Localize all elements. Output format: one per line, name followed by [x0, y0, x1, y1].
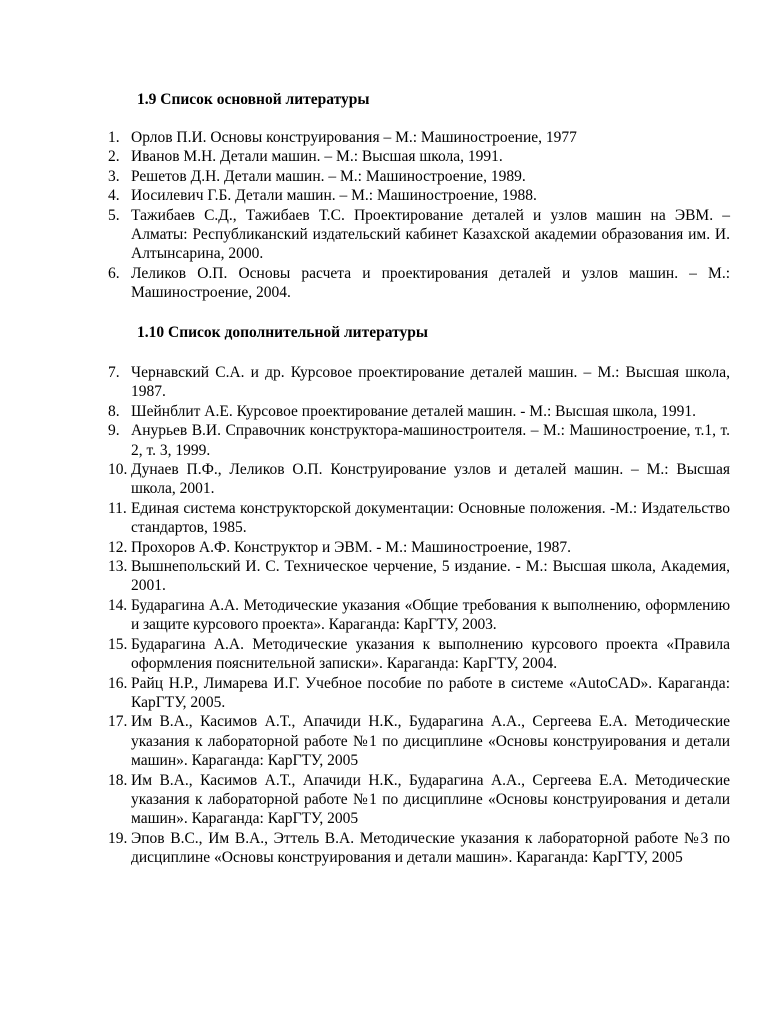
item-text: Орлов П.И. Основы конструирования – М.: Машиностроение, 1977 — [131, 129, 577, 146]
item-text: Вышнепольский И. С. Техническое черчение, 5 издание. - М.: Высшая школа, Академия, 2001. — [131, 558, 730, 595]
item-number: 8. — [108, 402, 120, 420]
list-item — [108, 167, 730, 186]
item-text: Тажибаев С.Д., Тажибаев Т.С. Проектирование деталей и узлов машин на ЭВМ. – Алматы: Республиканский издательский кабинет Казахской академии образования им. И. Алтынсарина, 2000. — [131, 206, 730, 263]
list-item — [108, 596, 730, 635]
item-number: 19. — [108, 829, 128, 847]
item-text: Единая система конструкторской документации: Основные положения. -М.: Издательство стандартов, 1985. — [131, 499, 730, 537]
list-item — [108, 674, 730, 713]
item-text: Им В.А., Касимов А.Т., Апачиди Н.К., Бударагина А.А., Сергеева Е.А. Методические указания к лабораторной работе №1 по дисциплине «Основы конструирования и детали машин». Караганда: КарГТУ, 2005 — [131, 713, 730, 770]
list-item — [108, 557, 730, 596]
item-number: 6. — [108, 264, 120, 282]
list-item — [108, 712, 730, 770]
item-number: 11. — [108, 499, 127, 517]
list-item — [108, 538, 730, 557]
main-literature-list — [108, 128, 730, 303]
list-item — [108, 186, 730, 205]
list-item — [108, 460, 730, 499]
list-item — [108, 363, 730, 402]
item-number: 7. — [108, 364, 120, 381]
item-number: 5. — [108, 206, 120, 224]
item-number: 18. — [108, 771, 128, 789]
list-item — [108, 499, 730, 538]
item-text: Анурьев В.И. Справочник конструктора-машиностроителя. – М.: Машиностроение, т.1, т. 2, т. 3, 1999. — [131, 422, 730, 459]
item-text: Эпов В.С., Им В.А., Эттель В.А. Методические указания к лабораторной работе №3 по дисциплине «Основы конструирования и детали машин». Караганда: КарГТУ, 2005 — [131, 829, 730, 867]
item-number: 16. — [108, 674, 128, 692]
item-text: Иванов М.Н. Детали машин. – М.: Высшая школа, 1991. — [131, 148, 503, 166]
item-number: 17. — [108, 713, 128, 731]
item-number: 15. — [108, 635, 128, 653]
list-item — [108, 402, 730, 421]
item-text: Дунаев П.Ф., Леликов О.П. Конструирование узлов и деталей машин. – М.: Высшая школа, 2001. — [131, 461, 730, 498]
item-text: Иосилевич Г.Б. Детали машин. – М.: Машиностроение, 1988. — [131, 187, 537, 205]
list-item — [108, 829, 730, 868]
list-item — [108, 206, 730, 264]
item-text: Райц Н.Р., Лимарева И.Г. Учебное пособие по работе в системе «AutoCAD». Караганда: КарГТУ, 2005. — [131, 674, 730, 711]
item-text: Решетов Д.Н. Детали машин. – М.: Машиностроение, 1989. — [131, 167, 526, 185]
item-number: 4. — [108, 187, 120, 205]
section-heading-additional-literature: 1.10 Список дополнительной литературы — [137, 324, 428, 341]
item-text: Леликов О.П. Основы расчета и проектирования деталей и узлов машин. – М.: Машиностроение, 2004. — [131, 264, 730, 302]
list-item — [108, 421, 730, 460]
list-item — [108, 635, 730, 674]
item-text: Прохоров А.Ф. Конструктор и ЭВМ. - М.: Машиностроение, 1987. — [131, 538, 571, 556]
list-item — [108, 128, 730, 147]
list-item — [108, 264, 730, 303]
item-text: Шейнблит А.Е. Курсовое проектирование деталей машин. - М.: Высшая школа, 1991. — [131, 402, 697, 420]
list-item — [108, 147, 730, 166]
item-text: Чернавский С.А. и др. Курсовое проектирование деталей машин. – М.: Высшая школа, 1987. — [131, 364, 730, 401]
list-item — [108, 771, 730, 829]
item-text: Бударагина А.А. Методические указания «Общие требования к выполнению, оформлению и защите курсового проекта». Караганда: КарГТУ, 2003. — [131, 596, 730, 634]
item-number: 13. — [108, 558, 128, 576]
item-number: 12. — [108, 538, 128, 556]
item-number: 10. — [108, 461, 128, 479]
item-number: 9. — [108, 422, 120, 440]
item-text: Им В.А., Касимов А.Т., Апачиди Н.К., Бударагина А.А., Сергеева Е.А. Методические указания к лабораторной работе №1 по дисциплине «Основы конструирования и детали машин». Караганда: КарГТУ, 2005 — [131, 771, 730, 828]
item-number: 1. — [108, 129, 120, 146]
additional-literature-list — [108, 363, 730, 868]
item-number: 14. — [108, 596, 128, 614]
item-text: Бударагина А.А. Методические указания к выполнению курсового проекта «Правила оформления пояснительной записки». Караганда: КарГТУ, 2004. — [131, 635, 730, 673]
section-heading-main-literature: 1.9 Список основной литературы — [137, 91, 370, 108]
item-number: 2. — [108, 148, 120, 166]
item-number: 3. — [108, 167, 120, 185]
